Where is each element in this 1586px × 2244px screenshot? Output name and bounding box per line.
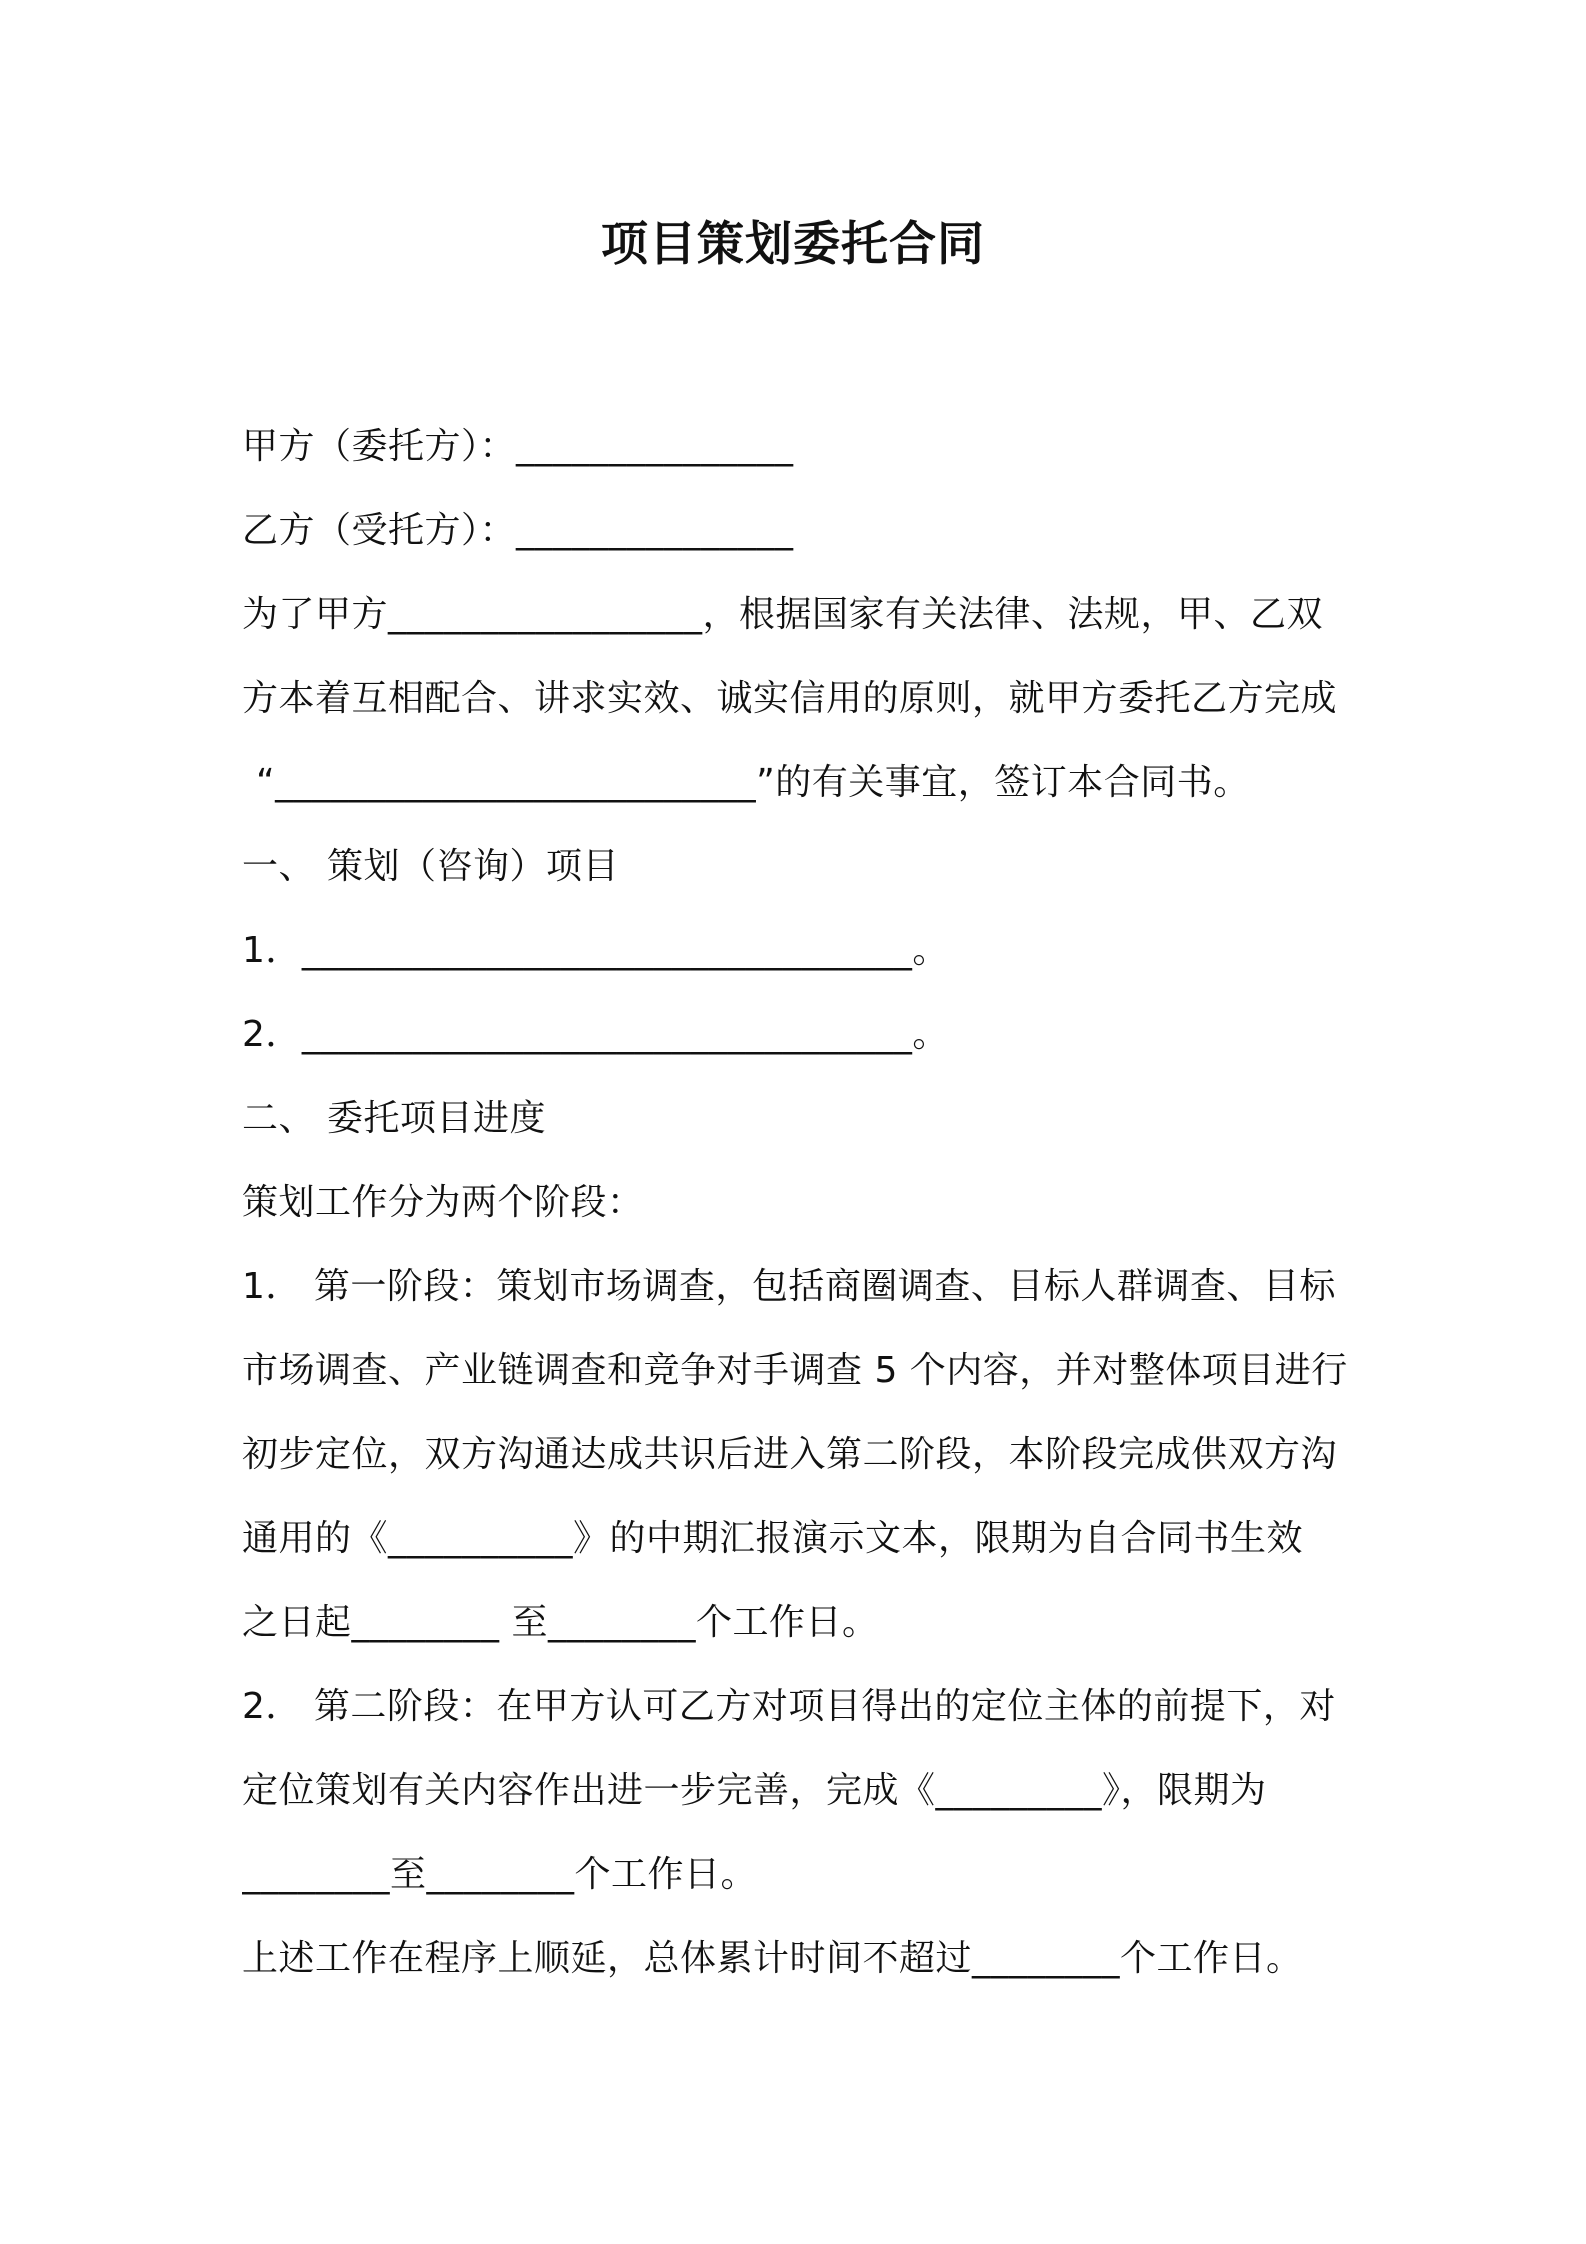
project-item-2: 2．_________________________________。 xyxy=(242,1014,949,1055)
stage-two-line-1: 2． 第二阶段：在甲方认可乙方对项目得出的定位主体的前提下，对 xyxy=(242,1686,1336,1727)
stage-two-line-3: ________至________个工作日。 xyxy=(242,1854,758,1895)
preamble-line-2: 方本着互相配合、讲求实效、诚实信用的原则，就甲方委托乙方完成 xyxy=(242,678,1338,719)
preamble-line-1: 为了甲方_________________，根据国家有关法律、法规，甲、乙双 xyxy=(242,594,1324,635)
preamble-line-3: “__________________________”的有关事宜，签订本合同书。 xyxy=(256,762,1250,803)
stage-intro-line: 策划工作分为两个阶段： xyxy=(242,1182,644,1223)
total-duration-line: 上述工作在程序上顺延，总体累计时间不超过________个工作日。 xyxy=(242,1938,1303,1979)
party-b-line: 乙方（受托方）：_______________ xyxy=(242,510,794,551)
section-two-heading: 二、 委托项目进度 xyxy=(242,1098,546,1139)
section-one-heading: 一、 策划（咨询）项目 xyxy=(242,846,619,887)
document-body xyxy=(242,405,1357,2001)
stage-two-line-2: 定位策划有关内容作出进一步完善，完成《_________》，限期为 xyxy=(242,1770,1267,1811)
stage-one-line-2: 市场调查、产业链调查和竞争对手调查 5 个内容，并对整体项目进行 xyxy=(242,1350,1348,1391)
document-title: 项目策划委托合同 xyxy=(601,217,985,272)
stage-one-line-3: 初步定位，双方沟通达成共识后进入第二阶段，本阶段完成供双方沟 xyxy=(242,1434,1338,1475)
party-a-line: 甲方（委托方）：_______________ xyxy=(242,426,794,467)
stage-one-line-4: 通用的《__________》的中期汇报演示文本，限期为自合同书生效 xyxy=(242,1518,1304,1559)
stage-one-line-1: 1． 第一阶段：策划市场调查，包括商圈调查、目标人群调查、目标 xyxy=(242,1266,1336,1307)
stage-one-line-5: 之日起________ 至________个工作日。 xyxy=(242,1602,879,1643)
project-item-1: 1．_________________________________。 xyxy=(242,930,949,971)
